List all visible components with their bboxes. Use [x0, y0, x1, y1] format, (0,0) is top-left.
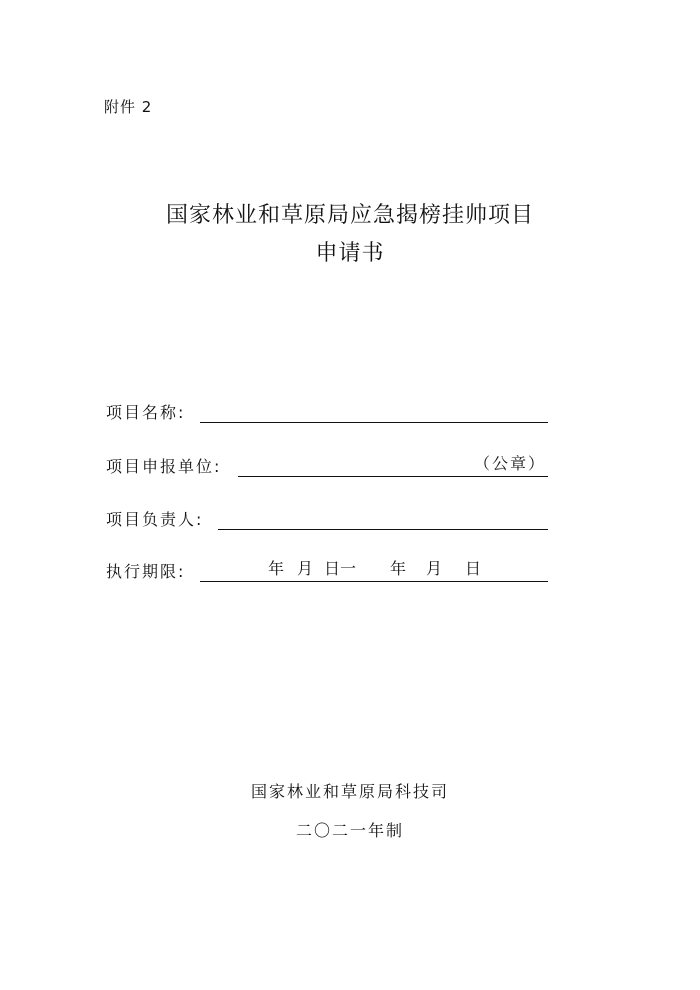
official-seal-note: （公章） [473, 454, 546, 473]
project-leader-row [106, 505, 203, 531]
project-leader-label: 项目负责人: [106, 510, 204, 529]
end-year-unit: 年 [390, 559, 407, 578]
start-month-unit: 月 [297, 559, 314, 578]
year-made: 二〇二一年制 [295, 821, 404, 840]
project-name-row [106, 398, 185, 424]
applicant-unit-row [106, 452, 221, 478]
project-leader-field[interactable] [218, 505, 548, 530]
document-title-line-1: 国家林业和草原局应急揭榜挂帅项目 [165, 203, 534, 228]
document-title-line-2: 申请书 [315, 241, 385, 266]
applicant-unit-label: 项目申报单位: [106, 457, 222, 476]
end-month-unit: 月 [426, 559, 443, 578]
applicant-unit-field[interactable] [238, 452, 548, 477]
execution-period-label: 执行期限: [106, 562, 186, 581]
project-name-field[interactable] [200, 398, 548, 423]
end-day-unit: 日 [465, 559, 482, 578]
issuing-organization: 国家林业和草原局科技司 [250, 782, 449, 801]
attachment-label: 附件 2 [104, 98, 153, 116]
execution-period-row [106, 557, 185, 583]
execution-period-field[interactable] [200, 557, 548, 582]
start-year-unit: 年 [268, 559, 285, 578]
project-name-label: 项目名称: [106, 403, 186, 422]
start-day-unit: 日一 [324, 559, 357, 578]
